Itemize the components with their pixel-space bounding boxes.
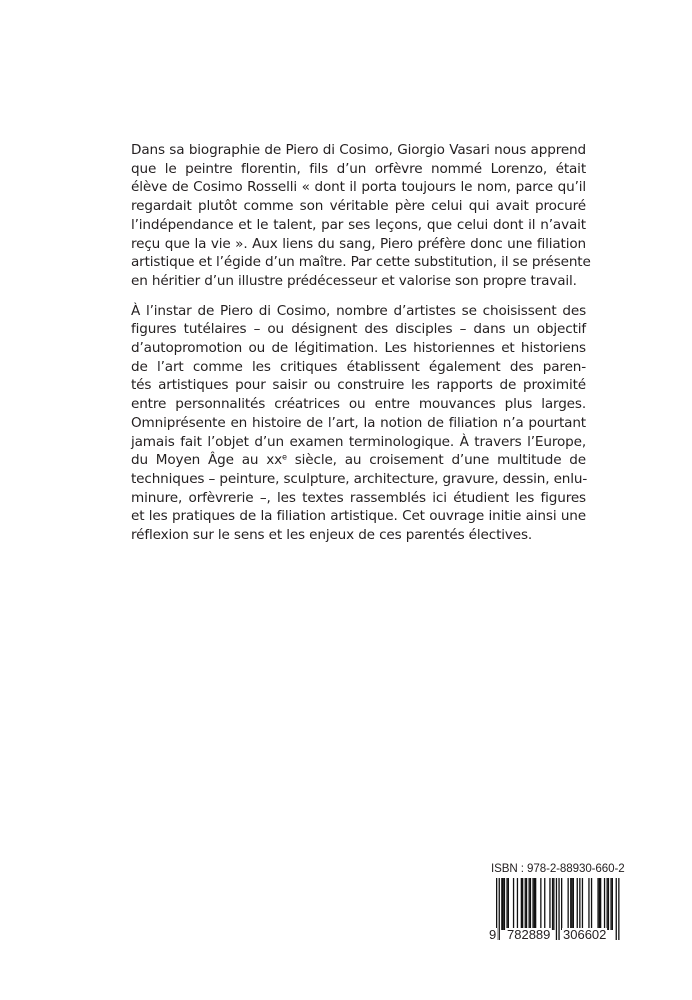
text-line: regardait plutôt comme son véritable père celui qui avait procuré: [131, 198, 586, 215]
text-line: de l’art comme les critiques établissent également des paren-: [131, 358, 586, 375]
barcode-digit-first: 9: [489, 927, 497, 942]
text-line: et les pratiques de la filiation artistique. Cet ouvrage initie ainsi une: [131, 508, 586, 525]
text-line: artistique et l’égide d’un maître. Par cette substitution, il se présente: [131, 254, 591, 271]
text-line: que le peintre florentin, fils d’un orfèvre nommé Lorenzo, était: [131, 160, 586, 177]
barcode-digits-left: 782889: [507, 927, 551, 942]
back-cover-text: [131, 141, 591, 545]
barcode-digits: [491, 928, 621, 942]
barcode: [491, 878, 621, 940]
isbn-barcode-block: [489, 862, 625, 942]
text-line: minure, orfèvrerie –, les textes rassemblés ici étudient les figures: [131, 489, 586, 506]
text-line: Dans sa biographie de Piero di Cosimo, Giorgio Vasari nous apprend: [131, 142, 586, 158]
text-fragment: siècle, au croisement d’une multitude de: [286, 452, 586, 469]
text-line: reçu que la vie ». Aux liens du sang, Piero préfère donc une filiation: [131, 235, 586, 252]
paragraph-2: [131, 302, 586, 545]
text-line: techniques – peinture, sculpture, architecture, gravure, dessin, enlu-: [131, 470, 588, 487]
text-line: figures tutélaires – ou désignent des disciples – dans un objectif: [131, 321, 586, 338]
isbn-label: ISBN : 978-2-88930-660-2: [491, 862, 625, 875]
text-line: tés artistiques pour saisir ou construire les rapports de proximité: [131, 377, 586, 394]
text-line: À l’instar de Piero di Cosimo, nombre d’artistes se choisissent des: [131, 302, 586, 319]
text-line: l’indépendance et le talent, par ses leçons, que celui dont il n’avait: [131, 216, 586, 233]
text-line: réflexion sur le sens et les enjeux de ces parentés électives.: [131, 527, 533, 544]
text-line: élève de Cosimo Rosselli « dont il porta toujours le nom, parce qu’il: [131, 179, 586, 196]
text-line: en héritier d’un illustre prédécesseur et valorise son propre travail.: [131, 272, 577, 289]
text-line: Omniprésente en histoire de l’art, la notion de filiation n’a pourtant: [131, 414, 586, 431]
ordinal-superscript: e: [282, 451, 287, 462]
text-line: entre personnalités créatrices ou entre mouvances plus larges.: [131, 396, 586, 413]
text-line: d’autopromotion ou de légitimation. Les historiennes et historiens: [131, 340, 586, 357]
text-line-century: [131, 451, 586, 470]
barcode-digits-right: 306602: [563, 927, 607, 942]
text-fragment: du Moyen Âge au xx: [131, 452, 282, 469]
text-line: jamais fait l’objet d’un examen terminologique. À travers l’Europe,: [131, 433, 586, 450]
paragraph-1: [131, 141, 591, 291]
